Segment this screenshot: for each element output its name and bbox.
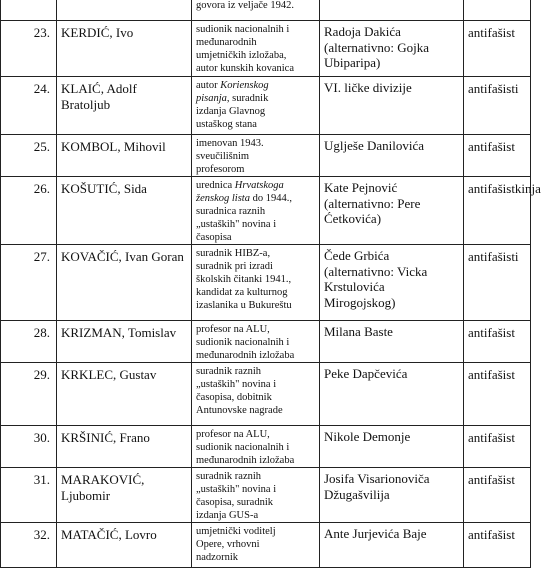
row-number: 29. — [1, 363, 57, 426]
role-line: sudionik nacionalnih i — [196, 442, 290, 453]
person-name: KOMBOL, Mihovil — [57, 135, 192, 177]
table-row — [1, 426, 531, 468]
table-row — [1, 135, 531, 177]
role-line: „ustaških" novina i — [196, 379, 277, 390]
role-description — [192, 0, 320, 21]
person-name: KLAIĆ, Adolf Bratoljub — [57, 77, 192, 135]
role-line: „ustaških" novina i — [196, 219, 277, 230]
role-line: kandidat za kulturnog — [196, 287, 288, 298]
named-after-line: (alternativno: Pere — [324, 195, 421, 211]
role-line: međunarodnih izložaba — [196, 455, 295, 466]
named-after-line: Kate Pejnović — [324, 180, 398, 195]
role-line: izdanja GUS-a — [196, 510, 259, 521]
ideology: antifašisti — [464, 245, 531, 321]
role-line: sudionik nacionalnih i — [196, 337, 290, 348]
named-after-line: Ubiparipa) — [324, 55, 381, 70]
role-line: profesor na ALU, — [196, 429, 270, 440]
street-named-after — [320, 321, 464, 363]
person-name: KERDIĆ, Ivo — [57, 21, 192, 77]
row-number: 24. — [1, 77, 57, 135]
role-line: suradnik raznih — [196, 366, 262, 377]
ideology: antifašistkinja — [464, 177, 531, 245]
table-row — [1, 21, 531, 77]
table-row — [1, 0, 531, 21]
named-after-line: Krstulovića — [324, 279, 385, 294]
person-name — [57, 0, 192, 21]
role-line: Antunovske nagrade — [196, 405, 283, 416]
role-description — [192, 135, 320, 177]
role-line: časopisa, suradnik — [196, 497, 273, 508]
role-line: urednica Hrvatskoga — [196, 180, 284, 191]
named-after-line: (alternativno: Gojka — [324, 39, 430, 55]
role-line: suradnica raznih — [196, 206, 266, 217]
role-line: imenovan 1943. — [196, 138, 264, 149]
ideology: antifašist — [464, 321, 531, 363]
role-line: pisanja, suradnik — [196, 93, 269, 104]
street-named-after — [320, 523, 464, 568]
role-description — [192, 363, 320, 426]
role-line: govora iz veljače 1942. — [196, 0, 294, 11]
street-named-after — [320, 177, 464, 245]
person-name: KRKLEC, Gustav — [57, 363, 192, 426]
street-named-after — [320, 363, 464, 426]
role-line: ustaškog stana — [196, 119, 257, 130]
named-after-line: Džugašvilija — [324, 486, 390, 502]
role-line: ženskog lista do 1944., — [196, 193, 292, 204]
person-name: MATAČIĆ, Lovro — [57, 523, 192, 568]
row-number: 25. — [1, 135, 57, 177]
person-name: MARAKOVIĆ, Ljubomir — [57, 468, 192, 523]
publication-title: Hrvatskoga — [234, 180, 284, 191]
row-number: 27. — [1, 245, 57, 321]
table-row — [1, 523, 531, 568]
ideology: antifašist — [464, 468, 531, 523]
role-description — [192, 245, 320, 321]
street-named-after — [320, 468, 464, 523]
role-line: umjetnički voditelj — [196, 526, 276, 537]
role-line: suradnik pri izradi — [196, 261, 273, 272]
role-description — [192, 21, 320, 77]
table-row — [1, 363, 531, 426]
role-line: Opere, vrhovni — [196, 539, 260, 550]
street-named-after — [320, 77, 464, 135]
named-after-line: Nikole Demonje — [324, 429, 411, 444]
person-name: KOVAČIĆ, Ivan Goran — [57, 245, 192, 321]
ideology — [464, 0, 531, 21]
role-line: školskih čitanki 1941., — [196, 274, 292, 285]
table-body — [1, 0, 541, 568]
role-description — [192, 523, 320, 568]
role-description — [192, 426, 320, 468]
row-number — [1, 0, 57, 21]
role-line: izaslanika u Bukureštu — [196, 300, 292, 311]
row-number: 32. — [1, 523, 57, 568]
table-row — [1, 245, 531, 321]
role-line: autor Korienskog — [196, 80, 269, 91]
ideology: antifašist — [464, 135, 531, 177]
publication-title: ženskog lista — [196, 193, 250, 204]
street-named-after — [320, 245, 464, 321]
role-line: sveučilišnim — [196, 151, 250, 162]
named-after-line: (alternativno: Vicka — [324, 263, 428, 279]
ideology: antifašist — [464, 426, 531, 468]
row-number: 31. — [1, 468, 57, 523]
named-after-line: VI. ličke divizije — [324, 80, 412, 95]
role-line: časopisa — [196, 232, 232, 243]
row-number: 30. — [1, 426, 57, 468]
role-line: nadzornik — [196, 552, 238, 563]
row-number: 28. — [1, 321, 57, 363]
role-line: „ustaških" novina i — [196, 484, 277, 495]
table-row — [1, 77, 531, 135]
table-row — [1, 177, 531, 245]
named-after-line: Mirogojskog) — [324, 294, 396, 310]
role-line: profesorom — [196, 164, 245, 175]
publication-title: pisanja — [196, 93, 227, 104]
role-line: međunarodnih — [196, 37, 257, 48]
named-after-line: Josifa Visarionoviča — [324, 471, 430, 486]
named-after-line: Čede Grbića — [324, 248, 390, 263]
role-description — [192, 77, 320, 135]
person-name: KRIZMAN, Tomislav — [57, 321, 192, 363]
table-row — [1, 468, 531, 523]
named-after-line: Ćetkovića) — [324, 211, 382, 226]
person-name: KOŠUTIĆ, Sida — [57, 177, 192, 245]
named-after-line: Peke Dapčevića — [324, 366, 408, 381]
street-named-after — [320, 0, 464, 21]
ideology: antifašist — [464, 523, 531, 568]
role-line: izdanja Glavnog — [196, 106, 266, 117]
role-line: profesor na ALU, — [196, 324, 270, 335]
role-line: časopisa, dobitnik — [196, 392, 272, 403]
street-named-after — [320, 135, 464, 177]
role-line: autor kunskih kovanica — [196, 63, 294, 74]
role-description — [192, 321, 320, 363]
role-line: međunarodnih izložaba — [196, 350, 295, 361]
role-description — [192, 177, 320, 245]
ideology: antifašist — [464, 363, 531, 426]
role-line: sudionik nacionalnih i — [196, 24, 290, 35]
role-description — [192, 468, 320, 523]
named-after-line: Ante Jurjevića Baje — [324, 526, 427, 541]
role-line: suradnik raznih — [196, 471, 262, 482]
row-number: 23. — [1, 21, 57, 77]
named-after-line: Radoja Dakića — [324, 24, 401, 39]
named-after-line: Uglješe Danilovića — [324, 138, 424, 153]
role-line: suradnik HIBZ-a, — [196, 248, 271, 259]
named-after-line: Milana Baste — [324, 324, 393, 339]
publication-title: Korienskog — [220, 80, 269, 91]
street-named-after — [320, 426, 464, 468]
row-number: 26. — [1, 177, 57, 245]
person-name: KRŠINIĆ, Frano — [57, 426, 192, 468]
role-line: umjetničkih izložaba, — [196, 50, 287, 61]
table-row — [1, 321, 531, 363]
ideology: antifašist — [464, 21, 531, 77]
street-named-after — [320, 21, 464, 77]
ideology: antifašisti — [464, 77, 531, 135]
